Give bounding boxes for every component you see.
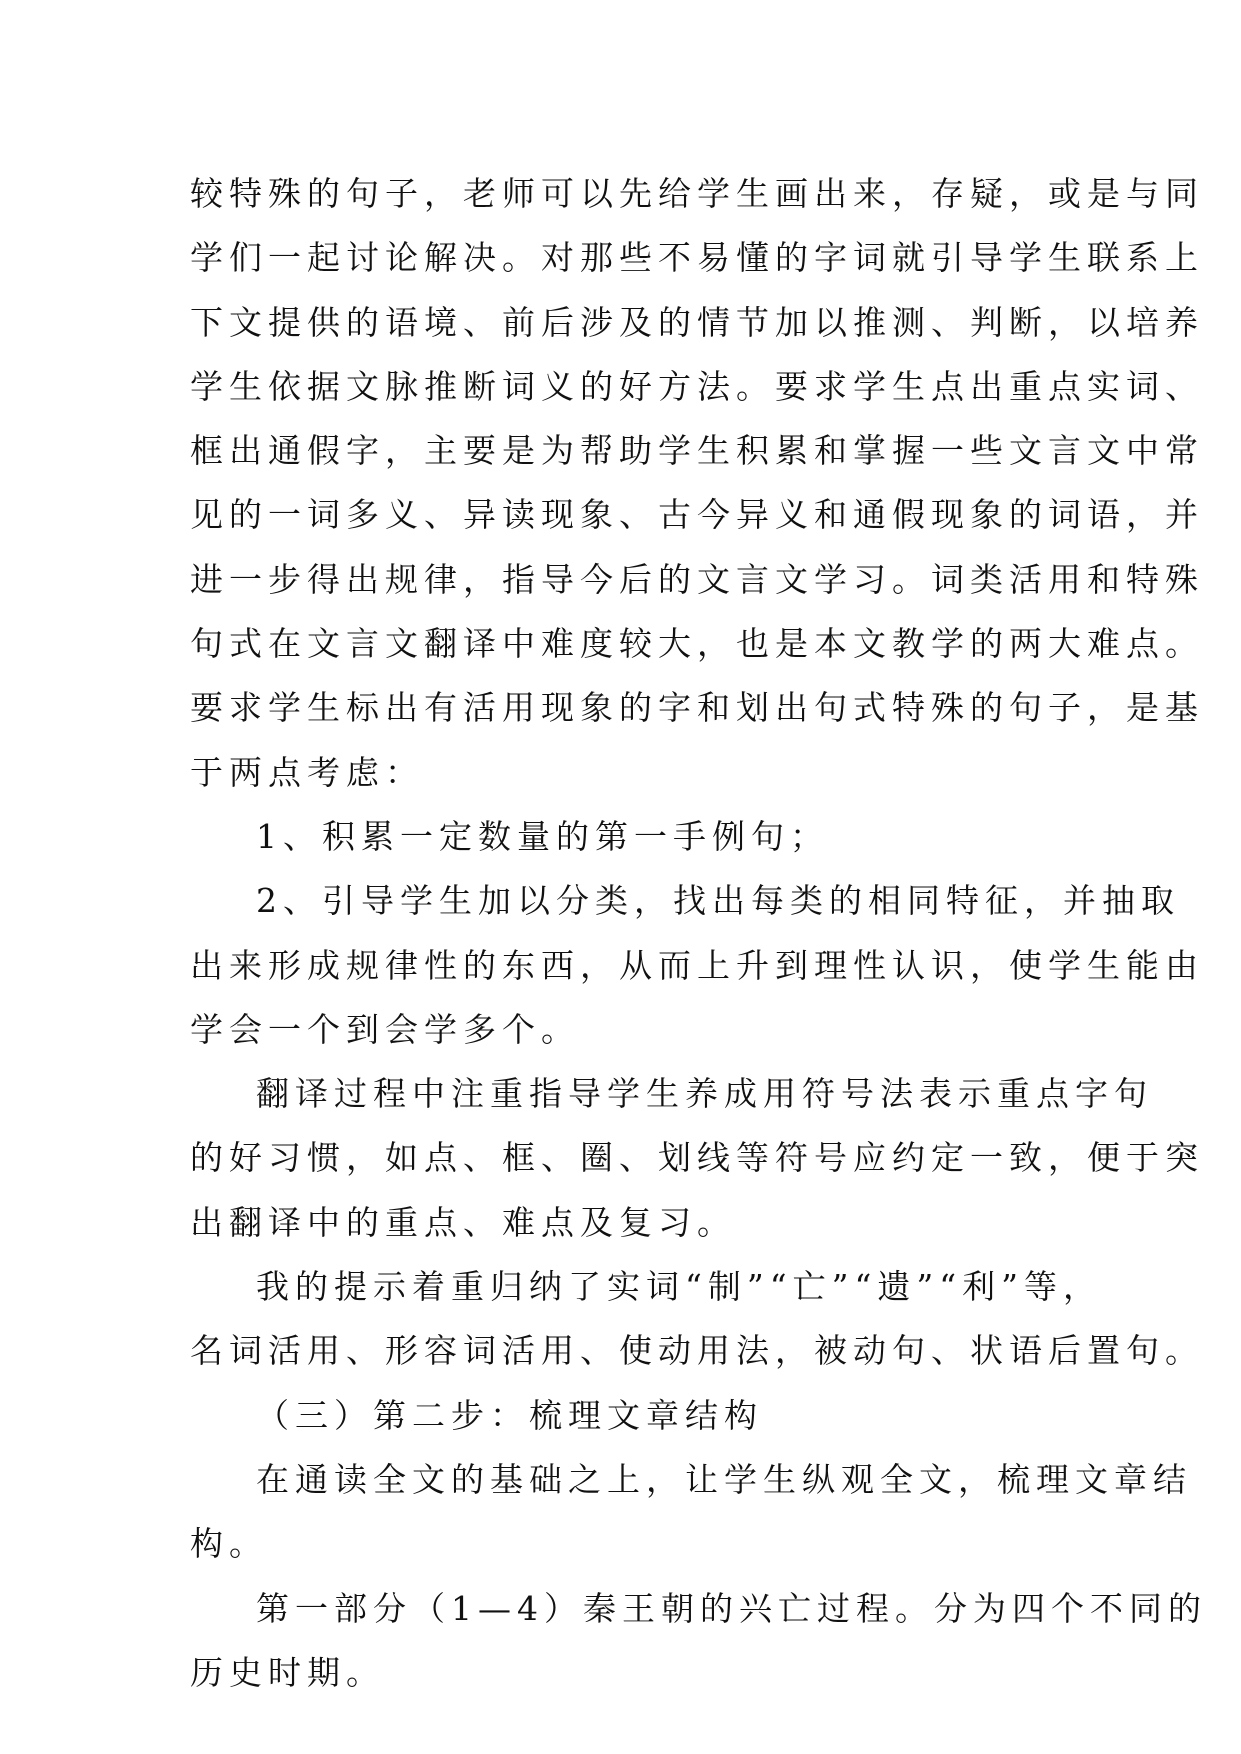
text-line: 进一步得出规律，指导今后的文言文学习。词类活用和特殊 (190, 559, 1204, 599)
text-line: 于两点考虑： (190, 752, 424, 792)
text-line: 下文提供的语境、前后涉及的情节加以推测、判断，以培养 (190, 302, 1204, 342)
text-line: 出来形成规律性的东西，从而上升到理性认识，使学生能由 (190, 945, 1204, 985)
list-item: 1、积累一定数量的第一手例句； (256, 816, 829, 856)
text-line: 历史时期。 (190, 1652, 385, 1692)
text-line: 名词活用、形容词活用、使动用法，被动句、状语后置句。 (190, 1331, 1204, 1371)
section-heading: （三）第二步：梳理文章结构 (256, 1395, 763, 1435)
paragraph-start: 我的提示着重归纳了实词“制”“亡”“遗”“利”等， (256, 1267, 1102, 1307)
text-line: 学会一个到会学多个。 (190, 1009, 580, 1049)
text-line: 要求学生标出有活用现象的字和划出句式特殊的句子，是基 (190, 688, 1204, 728)
list-item: 2、引导学生加以分类，找出每类的相同特征，并抽取 (256, 881, 1180, 921)
text-line: 较特殊的句子，老师可以先给学生画出来，存疑，或是与同 (190, 174, 1204, 213)
paragraph-start: 第一部分（1—4）秦王朝的兴亡过程。分为四个不同的 (256, 1588, 1207, 1628)
paragraph-start: 翻译过程中注重指导学生养成用符号法表示重点字句 (256, 1074, 1153, 1114)
text-line: 句式在文言文翻译中难度较大，也是本文教学的两大难点。 (190, 624, 1204, 664)
text-line: 学生依据文脉推断词义的好方法。要求学生点出重点实词、 (190, 366, 1204, 406)
document-body (190, 162, 1207, 1705)
text-line: 学们一起讨论解决。对那些不易懂的字词就引导学生联系上 (190, 238, 1204, 278)
paragraph-start: 在通读全文的基础之上，让学生纵观全文，梳理文章结 (256, 1459, 1192, 1499)
text-line: 见的一词多义、异读现象、古今异义和通假现象的词语，并 (190, 495, 1204, 535)
text-line: 框出通假字，主要是为帮助学生积累和掌握一些文言文中常 (190, 431, 1204, 471)
text-line: 构。 (190, 1524, 268, 1564)
text-line: 出翻译中的重点、难点及复习。 (190, 1202, 736, 1242)
text-line: 的好习惯，如点、框、圈、划线等符号应约定一致，便于突 (190, 1138, 1204, 1178)
